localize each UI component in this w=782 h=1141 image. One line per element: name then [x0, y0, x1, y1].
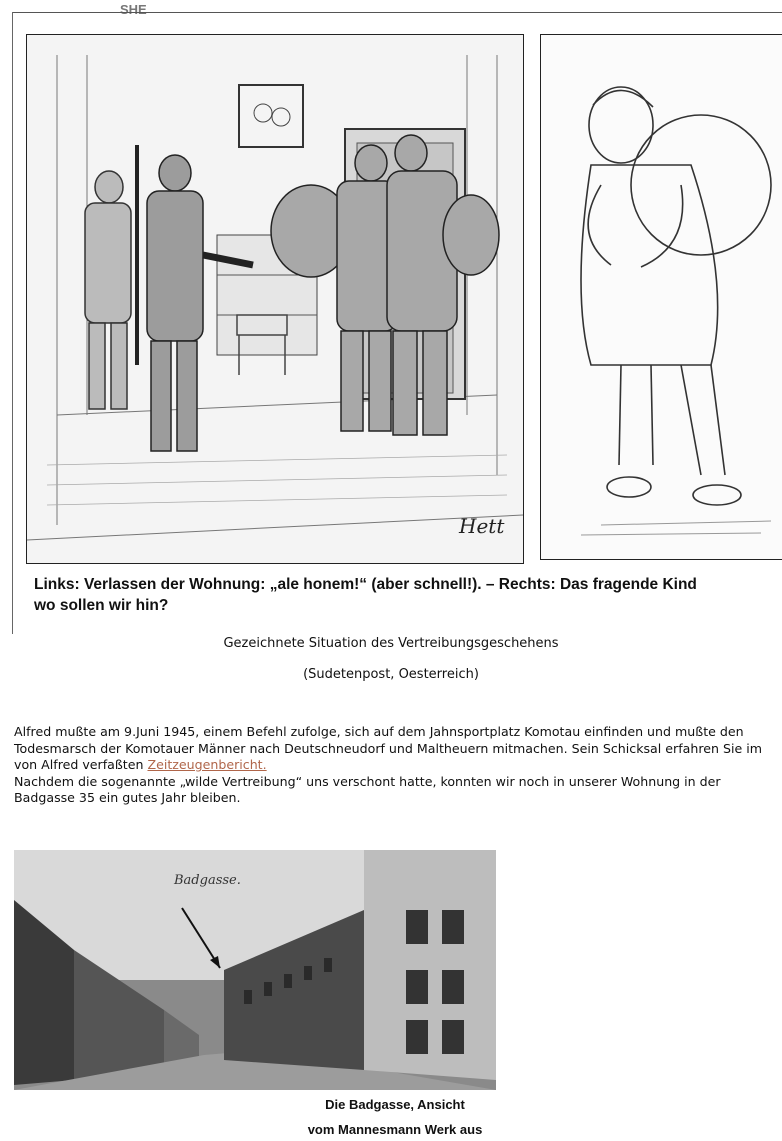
illustration-questioning-child: [540, 34, 782, 560]
body-text: [14, 724, 780, 807]
badgasse-photo: [14, 850, 496, 1090]
figure-caption-title: Gezeichnete Situation des Vertreibungsgeschehens: [223, 636, 559, 651]
scan-caption: [34, 574, 782, 616]
paragraph-alfred-text: Alfred mußte am 9.Juni 1945, einem Befehl zufolge, sich auf dem Jahnsportplatz Komotau einfinden und mußte den Todesmarsch der Komotauer Männer nach Deutschneudorf und Maltheuern mitmachen. Sein Schicksal erfahren Sie im von Alfred verfaßten: [14, 724, 762, 772]
paragraph-alfred: [14, 724, 780, 774]
scan-top-rule: [12, 12, 782, 13]
figure-caption-source: (Sudetenpost, Oesterreich): [303, 667, 479, 682]
photo-caption-title: Die Badgasse, Ansicht: [325, 1097, 465, 1112]
scan-caption-line-1: Links: Verlassen der Wohnung: „ale honem!“ (aber schnell!). – Rechts: Das fragende Kind: [34, 576, 697, 593]
zeitzeugenbericht-link[interactable]: Zeitzeugenbericht.: [147, 757, 267, 772]
illustration-leaving-apartment: [26, 34, 524, 564]
scan-fragment-text: SHE: [120, 2, 147, 17]
svg-text:Hett: Hett: [459, 514, 505, 538]
paragraph-badgasse: Nachdem die sogenannte „wilde Vertreibung“ uns verschont hatte, konnten wir noch in unserer Wohnung in der Badgasse 35 ein gutes Jahr bleiben.: [14, 773, 721, 805]
photo-label: Badgasse.: [174, 873, 241, 888]
scan-caption-line-2: wo sollen wir hin?: [34, 597, 169, 614]
scan-left-rule: [12, 12, 13, 634]
photo-caption-subtitle: vom Mannesmann Werk aus: [307, 1122, 483, 1137]
